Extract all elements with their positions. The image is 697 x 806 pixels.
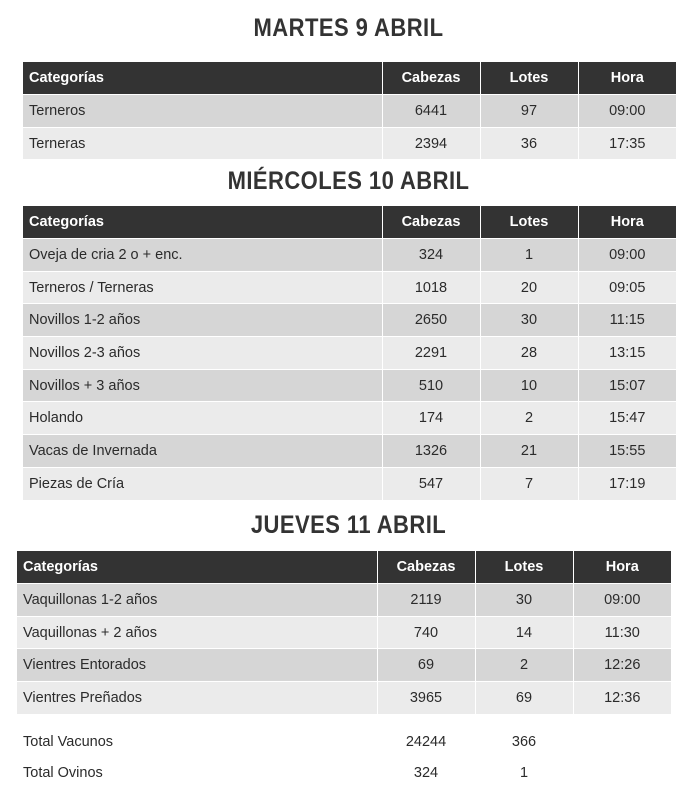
column-header-cabezas: Cabezas xyxy=(382,62,480,95)
cell-lotes: 30 xyxy=(480,304,578,337)
table-row xyxy=(23,127,676,159)
column-header-hora: Hora xyxy=(578,62,676,95)
table-header-row xyxy=(23,62,676,95)
totals-row xyxy=(17,726,671,758)
schedule-table-jueves xyxy=(17,551,671,714)
table-row xyxy=(23,271,676,304)
table-row xyxy=(23,239,676,272)
table-row xyxy=(23,402,676,435)
column-header-lotes: Lotes xyxy=(480,206,578,239)
cell-categoria: Novillos + 3 años xyxy=(23,369,382,402)
total-label: Total Ovinos xyxy=(23,765,103,782)
cell-lotes: 14 xyxy=(475,616,573,649)
total-cabezas: 24244 xyxy=(405,733,447,750)
table-row xyxy=(17,616,671,649)
cell-categoria: Piezas de Cría xyxy=(23,467,382,499)
cell-categoria: Vaquillonas 1-2 años xyxy=(17,584,377,617)
cell-hora: 09:00 xyxy=(578,95,676,128)
cell-hora: 11:30 xyxy=(573,616,671,649)
cell-hora: 13:15 xyxy=(578,337,676,370)
cell-cabezas: 324 xyxy=(382,239,480,272)
table-row xyxy=(23,369,676,402)
cell-cabezas: 2291 xyxy=(382,337,480,370)
cell-categoria: Terneros / Terneras xyxy=(23,271,382,304)
cell-cabezas: 1326 xyxy=(382,435,480,468)
table-row xyxy=(17,584,671,617)
cell-categoria: Vientres Entorados xyxy=(17,649,377,682)
table-row xyxy=(23,95,676,128)
cell-hora: 17:19 xyxy=(578,467,676,499)
cell-hora: 12:26 xyxy=(573,649,671,682)
column-header-hora: Hora xyxy=(573,551,671,584)
day-title-miercoles: MIÉRCOLES 10 ABRIL xyxy=(227,167,470,195)
cell-lotes: 30 xyxy=(475,584,573,617)
cell-lotes: 10 xyxy=(480,369,578,402)
cell-lotes: 69 xyxy=(475,682,573,714)
cell-cabezas: 547 xyxy=(382,467,480,499)
cell-cabezas: 3965 xyxy=(377,682,475,714)
cell-lotes: 21 xyxy=(480,435,578,468)
cell-cabezas: 2394 xyxy=(382,127,480,159)
total-label: Total Vacunos xyxy=(23,733,114,750)
cell-cabezas: 2119 xyxy=(377,584,475,617)
cell-hora: 09:00 xyxy=(573,584,671,617)
cell-categoria: Vaquillonas + 2 años xyxy=(17,616,377,649)
day-title-martes: MARTES 9 ABRIL xyxy=(253,14,444,42)
cell-cabezas: 69 xyxy=(377,649,475,682)
column-header-categorias: Categorías xyxy=(23,62,382,95)
column-header-hora: Hora xyxy=(578,206,676,239)
column-header-categorias: Categorías xyxy=(23,206,382,239)
table-row xyxy=(23,435,676,468)
cell-cabezas: 174 xyxy=(382,402,480,435)
total-lotes: 1 xyxy=(519,765,529,782)
cell-hora: 15:47 xyxy=(578,402,676,435)
cell-cabezas: 510 xyxy=(382,369,480,402)
column-header-categorias: Categorías xyxy=(17,551,377,584)
cell-hora: 15:07 xyxy=(578,369,676,402)
cell-hora: 11:15 xyxy=(578,304,676,337)
column-header-lotes: Lotes xyxy=(475,551,573,584)
cell-categoria: Holando xyxy=(23,402,382,435)
table-row xyxy=(23,304,676,337)
cell-lotes: 20 xyxy=(480,271,578,304)
cell-lotes: 28 xyxy=(480,337,578,370)
cell-lotes: 2 xyxy=(480,402,578,435)
total-empty-cell xyxy=(573,758,671,790)
cell-categoria: Terneras xyxy=(23,127,382,159)
cell-categoria: Oveja de cria 2 o + enc. xyxy=(23,239,382,272)
total-cabezas: 324 xyxy=(413,765,439,782)
schedule-table-martes xyxy=(23,62,676,159)
cell-cabezas: 1018 xyxy=(382,271,480,304)
cell-lotes: 2 xyxy=(475,649,573,682)
table-header-row xyxy=(23,206,676,239)
cell-lotes: 97 xyxy=(480,95,578,128)
column-header-lotes: Lotes xyxy=(480,62,578,95)
total-empty-cell xyxy=(573,726,671,758)
table-row xyxy=(17,649,671,682)
cell-cabezas: 6441 xyxy=(382,95,480,128)
total-lotes: 366 xyxy=(511,733,537,750)
cell-hora: 15:55 xyxy=(578,435,676,468)
day-title-jueves: JUEVES 11 ABRIL xyxy=(250,511,447,539)
cell-categoria: Novillos 1-2 años xyxy=(23,304,382,337)
cell-categoria: Vacas de Invernada xyxy=(23,435,382,468)
cell-categoria: Vientres Preñados xyxy=(17,682,377,714)
totals-row xyxy=(17,758,671,790)
cell-lotes: 7 xyxy=(480,467,578,499)
table-row xyxy=(17,682,671,714)
column-header-cabezas: Cabezas xyxy=(377,551,475,584)
cell-lotes: 1 xyxy=(480,239,578,272)
cell-categoria: Novillos 2-3 años xyxy=(23,337,382,370)
table-header-row xyxy=(17,551,671,584)
schedule-table-miercoles xyxy=(23,206,676,500)
totals-table xyxy=(17,726,671,789)
cell-hora: 09:05 xyxy=(578,271,676,304)
cell-categoria: Terneros xyxy=(23,95,382,128)
cell-cabezas: 2650 xyxy=(382,304,480,337)
cell-lotes: 36 xyxy=(480,127,578,159)
table-row xyxy=(23,337,676,370)
cell-hora: 09:00 xyxy=(578,239,676,272)
cell-cabezas: 740 xyxy=(377,616,475,649)
table-row xyxy=(23,467,676,499)
cell-hora: 12:36 xyxy=(573,682,671,714)
column-header-cabezas: Cabezas xyxy=(382,206,480,239)
cell-hora: 17:35 xyxy=(578,127,676,159)
